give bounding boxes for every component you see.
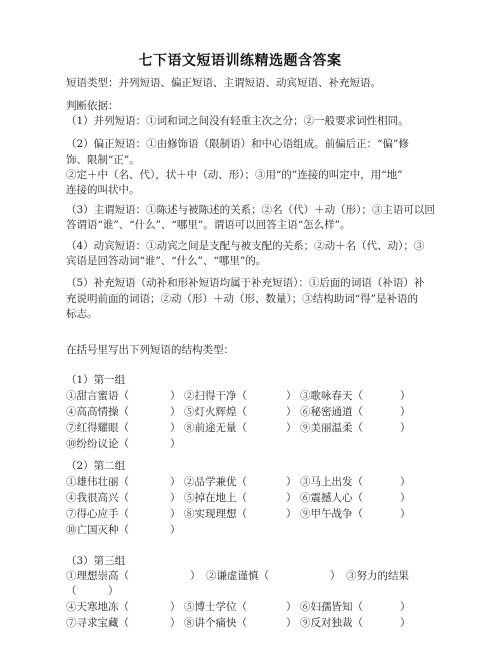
basis-heading: 判断依据： [66,100,119,112]
phrase-item: ⑤掉在地上（ [184,492,247,504]
answer-bracket-close: ） [170,438,181,450]
phrase-types-line: 短语类型：并列短语、偏正短语、主谓短语、动宾短语、补充短语。 [66,77,381,89]
answer-bracket-close: ） [286,476,297,488]
basis-line-6: （3）主谓短语：①陈述与被陈述的关系；②名（代）＋动（形）；③主语可以回 [66,204,435,216]
phrase-item: ④高高情操（ [66,406,129,418]
phrase-item: ⑤博士学位（ [184,601,247,613]
group1-row [66,437,426,451]
group1-row [66,421,426,435]
phrase-item: ⑥秘密通道（ [300,406,363,418]
answer-bracket-close: ） [170,390,181,402]
group2-row [66,491,426,505]
group3-wrap-bracket: （ ） [66,585,119,597]
phrase-item: ⑨美丽温柔（ [300,422,363,434]
answer-bracket-close: ） [286,617,297,629]
phrase-item: ①甜言蜜语（ [66,390,129,402]
phrase-item: ③努力的结果 [346,570,409,582]
phrase-item: ⑩纷纷议论（ [66,438,129,450]
basis-line-9: 宾语是回答动词“谁”、“什么”、“哪里”的。 [66,255,267,267]
answer-bracket-close: ） [330,570,341,582]
group1-row [66,389,426,403]
group3-heading: （3）第三组 [66,555,126,567]
answer-bracket-close: ） [286,492,297,504]
phrase-item: ⑨甲午战争（ [300,508,363,520]
phrase-item: ⑦红得耀眼（ [66,422,129,434]
phrase-item: ②品学兼优（ [184,476,247,488]
basis-line-4: ②定＋中（名、代），状＋中（动、形）；③用“的”连接的叫定中，用“地” [66,169,403,181]
group2-row [66,523,426,537]
phrase-item: ⑦寻求宝藏（ [66,617,129,629]
group2-row [66,507,426,521]
exercise-instruction: 在括号里写出下列短语的结构类型： [66,344,234,356]
answer-bracket-close: ） [286,508,297,520]
basis-line-5: 连接的叫状中。 [66,184,140,196]
answer-bracket-close: ） [400,390,411,402]
answer-bracket-close: ） [400,617,411,629]
phrase-item: ⑦得心应手（ [66,508,129,520]
answer-bracket-close: ） [170,492,181,504]
answer-bracket-close: ） [400,508,411,520]
answer-bracket-close: ） [286,422,297,434]
group3-row [66,616,426,630]
basis-line-10: （5）补充短语（动补和形补短语均属于补充短语）：①后面的词语（补语）补 [66,277,425,289]
group3-row [66,569,436,583]
answer-bracket-close: ） [170,617,181,629]
phrase-item: ③马上出发（ [300,476,363,488]
answer-bracket-close: ） [400,492,411,504]
phrase-item: ⑩亡国灭种（ [66,524,129,536]
basis-line-8: （4）动宾短语：①动宾之间是支配与被支配的关系；②动＋名（代、动）；③ [66,240,425,252]
answer-bracket-close: ） [400,406,411,418]
phrase-item: ⑥震撼人心（ [300,492,363,504]
phrase-item: ⑤灯火辉煌（ [184,406,247,418]
answer-bracket-close: ） [170,422,181,434]
phrase-item: ②扫得干净（ [184,390,247,402]
basis-line-2: （2）偏正短语：①由修饰语（限制语）和中心语组成。前偏后正：“偏”修 [66,138,409,150]
answer-bracket-close: ） [286,601,297,613]
phrase-item: ①理想崇高（ [66,570,129,582]
group2-row [66,475,426,489]
phrase-item: ②谦虚谨慎（ [206,570,269,582]
answer-bracket-close: ） [190,570,201,582]
basis-line-12: 标志。 [66,308,98,320]
phrase-item: ④天寒地冻（ [66,601,129,613]
phrase-item: ③歌咏春天（ [300,390,363,402]
basis-line-3: 饰、限制“正”。 [66,154,140,166]
basis-line-11: 充说明前面的词语；②动（形）＋动（形、数量）；③结构助词“得”是补语的 [66,293,418,305]
answer-bracket-close: ） [170,601,181,613]
phrase-item: ⑨反对独裁（ [300,617,363,629]
answer-bracket-close: ） [170,508,181,520]
answer-bracket-close: ） [170,476,181,488]
answer-bracket-close: ） [170,524,181,536]
phrase-item: ⑥妇孺皆知（ [300,601,363,613]
answer-bracket-close: ） [286,406,297,418]
group1-row [66,405,426,419]
answer-bracket-close: ） [400,601,411,613]
answer-bracket-close: ） [400,422,411,434]
phrase-item: ⑧前途无量（ [184,422,247,434]
phrase-item: ①雄伟壮丽（ [66,476,129,488]
phrase-item: ④我很高兴（ [66,492,129,504]
group1-heading: （1）第一组 [66,374,126,386]
answer-bracket-close: ） [170,406,181,418]
basis-line-1: （1）并列短语：①词和词之间没有轻重主次之分；②一般要求词性相同。 [66,115,409,127]
phrase-item: ⑧讲个痛快（ [184,617,247,629]
group2-heading: （2）第二组 [66,460,126,472]
answer-bracket-close: ） [400,476,411,488]
group3-row [66,600,426,614]
answer-bracket-close: ） [286,390,297,402]
phrase-item: ⑧实现理想（ [184,508,247,520]
basis-line-7: 答谓语“谁”、“什么”、“哪里”。谓语可以回答主语“怎么样”。 [66,219,351,231]
document-title: 七下语文短语训练精选题含答案 [138,53,342,69]
